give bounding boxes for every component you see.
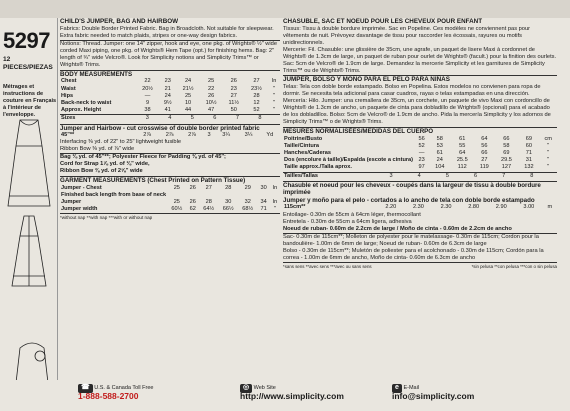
body-measurement-cell: — [144,92,151,99]
website-block [240,384,344,401]
metric-yardage-cell: 2.80 [468,204,480,211]
metric-measurement-row [283,157,557,164]
body-measurement-cell: " [273,85,275,92]
metric-measurements-title: MESURES NORMALISÉES/MEDIDAS DEL CUERPO [283,127,557,135]
metric-measurement-cell: 104 [435,164,445,171]
taille-spacer [546,172,557,180]
entretela-text: Entretela - 0.30m de 55cm a 64cm ligera, adhesiva [283,218,412,225]
body-measurement-label: Back-neck to waist [61,99,112,106]
garment-measurement-cell: " [273,206,276,213]
garment-measurement-cell: 25 [173,199,180,206]
metric-measurement-cell: 119 [479,164,489,171]
email-icon: e [392,384,402,393]
metric-measurement-cell: 64 [459,150,466,157]
metric-measurement-cell: 60 [525,142,532,149]
body-measurements-table [60,78,280,114]
garment-measurement-cell: 27 [205,184,212,191]
yardage-label: 45"** [61,131,75,138]
website-link[interactable]: http://www.simplicity.com [240,390,344,401]
body-measurement-cell: 21½ [182,85,194,92]
body-measurement-cell: 10½ [205,99,217,106]
spanish-fabric-text: Telas: Tela con doble borde estampado. Bolso en Popelina. Estos modelos no convienen para ropa de dormir. Se necesita tela adicional para casar cuadros, rayas o telas estampadas en una dirección. [283,83,541,97]
body-measurement-cell: 25 [184,92,192,99]
garment-measurement-cell [270,192,280,199]
metric-yardage-cell: 2.90 [495,204,507,211]
body-measurement-cell: 11½ [228,99,240,106]
garment-measurement-cell: 68½ [242,206,254,213]
metric-measurement-cell: 71 [525,150,532,157]
body-measurement-cell: 21 [164,85,171,92]
garment-measurement-cell [187,192,199,199]
body-measurement-cell: 26 [230,78,237,85]
body-measurement-cell: 20½ [142,85,153,92]
ribbon-bow2-text: Ribbon Bow ⅜ yd. of 2⅝" wide [60,168,143,175]
email-link[interactable]: info@simplicity.com [392,390,475,401]
sizes-row [60,115,280,123]
body-measurement-cell: 27 [230,92,237,99]
garment-measurement-cell [238,192,257,199]
metric-measurement-label: Taille/Cintura [284,142,320,149]
metric-measurement-cell: 29.5 [500,157,512,164]
size-cell: 8 [258,115,262,122]
metric-measurement-row [283,136,557,143]
sizes-label: Sizes [61,115,76,122]
garment-measurement-cell [257,192,269,199]
body-measurement-cell: 9 [145,99,150,106]
metric-yardage-cell: 2.30 [412,204,424,211]
body-measurement-cell: 24 [184,78,192,85]
size-spacer [271,115,280,123]
jumper-sketch [2,116,56,292]
spanish-notions-text: Mercería: Hilo. Jumper: una cremallera de 35cm, un corchete, un paquete de vivo Maxi con cordoncillo de Wrights® de 1.3cm de ancho, un paquete de cinta para dobladillo de Wrights® (opcional) para el acabado de los dobladillos. Bolso: 5cm de Velcro® de 1.9cm de ancho. Pida la mercería Simplicity y los adornos de Simplicity Trims™ o de Wrights® Trims. [283,98,551,126]
body-measurement-cell: 23 [230,85,237,92]
english-title: CHILD'S JUMPER, BAG AND HAIRBOW [60,18,179,25]
metric-measurement-cell: 64 [481,135,488,142]
body-measurement-cell: 23 [164,78,171,85]
garment-measurement-label: Jumper width [61,206,98,213]
metric-measurement-row [283,164,557,171]
notions-text: Notions: Thread. Jumper: one 14" zipper, hook and eye, one pkg. of Wrights® ½" wide corded Maxi piping, one pkg. of Wrights® Hem Tape (opt.) for finishing hems. Bag: 2" length of ¾" wide Velcro®. Look for Simplicity notions and Simplicity Trims™ or Wrights® Trims. [60,40,280,69]
garment-measurement-label: Jumper - Chest [61,184,102,191]
size-cell: 6 [213,115,217,122]
garment-measurement-cell: In [272,199,278,206]
pieces-count: 12 PIECES/PIEZAS [3,56,53,71]
french-fabric-text: Tissus: Tissu à double bordure imprimée. Sac en Popeline. Ces modèles ne conviennent pas pour vêtements de nuit. Prévoyez davantage de tissu pour raccorder les écossais, rayures ou motifs unidirectionnels. [283,25,531,46]
metric-yardage-row [283,204,557,211]
metric-footnotes [283,262,557,270]
body-measurement-row [60,93,280,100]
garment-measurement-cell: 30 [260,184,267,191]
metric-measurement-cell: 56 [418,135,425,142]
metric-measurement-cell: 52 [418,142,425,149]
body-measurement-cell: 10 [184,99,192,106]
garment-measurement-row [60,206,280,213]
garment-measurement-cell: 26 [189,199,196,206]
metric-yardage-label: 115cm** [284,204,306,211]
body-measurement-label: Waist [61,85,76,92]
taille-cell: 3 [389,172,393,179]
metric-measurement-cell: 31 [525,157,532,164]
yardage-cell: 3¼ [244,131,253,138]
yardage-unit: Yd [266,131,274,138]
metric-yardage-table [283,204,557,211]
body-measurement-cell: 9½ [163,99,172,106]
french-cut-title: Chasuble et noeud pour les cheveux - coupés dans la largeur de tissu à double bordure imprimée [283,181,557,196]
metric-measurement-cell: 56 [481,142,488,149]
garment-measurement-cell [167,192,186,199]
body-measurement-cell: 24 [164,92,171,99]
yardage-cell: 3¼ [222,131,230,138]
tailles-row [283,172,557,180]
metric-measurement-cell: 127 [501,164,512,171]
website-label: Web Site [253,385,276,391]
body-measurement-cell: 12 [253,99,260,106]
garment-measurement-cell: 64½ [203,206,215,213]
garment-measurement-cell: 62 [189,206,196,213]
metric-measurement-cell: 97 [418,164,425,171]
metric-yardage-cell: 2.20 [385,204,397,211]
left-side-panel [0,18,58,411]
garment-measurement-cell: 28 [205,199,212,206]
metric-measurement-cell: 61 [459,135,466,142]
ribbon-bow-text: Ribbon Bow ⅜ yd. of ⅞" wide [60,146,135,153]
spanish-cut-title: Jumper y moño para el pelo - cortados a lo ancho de tela con doble borde estampado [283,197,535,205]
body-measurement-cell: 41 [164,107,171,114]
english-column [60,18,280,374]
body-measurement-cell: 47 [207,107,215,114]
metric-measurement-label: Dos (encolure à taille)/Espalda (escote a cintura) [284,157,414,164]
taille-cell: 4 [417,172,421,179]
french-spanish-column [283,18,557,374]
bag-text: Bag ⅜ yd. of 45"**; Polyester Fleece for Padding ⅜ yd. of 45"; [60,153,280,161]
metric-measurement-cell: 66 [481,150,488,157]
spanish-title: JUMPER, BOLSO Y MOÑO PARA EL PELO PARA NIÑAS [283,75,557,84]
globe-icon: ◎ [240,384,252,393]
french-footnote: *sans sens **avec sens ***avec ou sans sens [283,264,372,270]
spanish-footnote: *sin pelusa **con pelusa ***con o sin pelusa [471,264,557,270]
body-measurement-row [60,78,280,85]
metric-measurement-cell: " [547,157,550,164]
garment-measurement-cell: 34 [260,199,267,206]
metric-measurement-cell: — [418,150,425,157]
metric-yardage-cell: 2.30 [440,204,452,211]
sizes-table [60,114,280,122]
garment-measurement-cell [199,192,218,199]
taille-cell: 7 [502,172,506,179]
phone-block [78,384,153,401]
garment-measurement-cell: 66½ [222,206,234,213]
body-measurement-label: Approx. Height [61,107,102,114]
jumper-cut-title: Jumper and Hairbow - cut crosswise of double border printed fabric [60,124,280,132]
body-measurement-cell: 23½ [251,85,262,92]
tailles-label: Tailles/Tallas [284,172,318,179]
body-measurement-cell: 38 [144,107,151,114]
noeud-text: Noeud de ruban- 0.60m de 2.2cm de large / Moño de cinta - 0.60m de 2.2cm de ancho [283,225,512,232]
body-measurement-cell: 26 [207,92,215,99]
body-measurement-cell: 52 [253,107,260,114]
size-cell: 4 [168,115,172,122]
garment-measurement-label: Finished back length from base of neck [61,191,167,198]
metric-measurement-cell: " [547,150,550,157]
fabrics-text: Fabrics: Double Border Printed Fabric. Bag in Broadcloth. Not suitable for sleepwear. Extra fabric needed to match plaids, stripes or one-way design fabrics. [60,25,274,39]
taille-cell: 5 [445,172,449,179]
email-block [392,384,474,401]
garment-measurement-cell: 26 [189,184,196,191]
metric-measurement-cell: 24 [436,157,443,164]
garment-measurement-cell: 71 [260,206,267,213]
metric-yardage-cell: 3.00 [523,204,535,211]
metric-note: Métrages et instructions de couture en Français à l'intérieur de l'enveloppe. [3,84,57,118]
garment-measurements-title: GARMENT MEASUREMENTS (Chest Printed on Pattern Tissue) [60,176,280,184]
metric-measurement-cell: " [547,142,550,149]
body-measurement-row [60,107,280,114]
metric-measurement-cell: 27 [481,157,488,164]
garment-measurement-cell: 60½ [171,206,183,213]
metric-measurement-cell: 61 [436,150,443,157]
body-measurement-cell: 44 [184,107,192,114]
french-notions-text: Mercerie: Fil. Chasuble: une glissière de 35cm, une agrafe, un paquet de lisere Maxi à cordonnet de Wrights® de 1.3cm de large, un paquet de ruban pour ourlet de Wrights® (facult.) pour la finition des ourlets. Sac: 5cm de Velcro® de 1.9cm de large. Demandez la mercerie Simplicity et les garnitures de Simplicity Trims™ ou de Wrights® Trims. [283,46,557,75]
metric-measurement-label: Poitrine/Busto [284,135,323,142]
body-measurement-cell: 28 [253,92,260,99]
metric-measurement-label: Hanches/Caderas [284,150,331,157]
metric-measurement-cell: 69 [525,135,532,142]
metric-measurement-cell: 112 [457,164,467,171]
entoilage-text: Entoilage- 0.30m de 55cm à 64cm léger, thermocollant [283,211,421,218]
taille-cell: 8 [530,172,534,179]
bolso-text: Bolso - 0.30m de 115cm**; Muletón de poliester para el acolchonado - 0.30m de 115cm; Cordón para la correa - 1.00m de 6mm de ancho, Moño de cinta- 0.60m de 6.3cm de ancho [283,248,544,262]
yardage-cell: 3 [207,131,211,138]
metric-measurement-row [283,143,557,150]
interfacing-text: Interfacing ⅜ yd. of 22" to 25" lightweight fusible [60,138,182,145]
body-measurement-label: Chest [61,78,77,85]
metric-measurement-cell: 25.5 [456,157,468,164]
english-footnote: *without nap **with nap ***with or without nap [60,213,280,221]
body-measurement-row [60,100,280,107]
top-strip [0,0,570,18]
garment-measurement-row [60,185,280,192]
metric-measurement-cell: 53 [436,142,443,149]
sac-text: Sac- 0.30m de 115cm**; Molleton de polyester pour le matelassage- 0.30m de 115cm; Cordon pour la bandoulière- 1.00m de 6mm de large; Noeud de ruban- 0.60m de 6.3cm de large [283,233,557,248]
taille-cell: 6 [473,172,478,179]
body-measurement-cell: 50 [230,107,237,114]
garment-measurement-label: Jumper [61,199,82,206]
phone-label: U.S. & Canada Toll Free [94,385,154,391]
metric-measurement-cell: " [547,164,550,171]
size-cell: 3 [145,115,149,122]
yardage-cell: 2⅞ [165,131,174,138]
garment-measurement-cell: In [272,184,278,191]
garment-measurement-row [60,192,280,199]
french-title: CHASUBLE, SAC ET NOEUD POUR LES CHEVEUX POUR ENFANT [283,18,483,25]
metric-measurement-cell: 58 [436,135,443,142]
tailles-table [283,172,557,180]
metric-measurements-table [283,136,557,172]
body-measurements-title: BODY MEASUREMENTS [60,70,280,78]
garment-measurements-table [60,185,280,214]
body-measurement-cell: 25 [207,78,215,85]
metric-measurement-cell: 69 [503,150,510,157]
body-measurement-row [60,86,280,93]
body-measurement-cell: " [273,107,275,114]
cord-strap-text: Cord for Strap 1⅞ yd. of ⅜" wide, [60,161,150,168]
yardage-cell: 2⅞ [188,131,196,138]
pattern-number: 5297 [3,28,50,53]
phone-number[interactable]: 1-888-588-2700 [78,390,139,401]
size-cell: 7 [235,115,239,122]
metric-measurement-cell: 55 [459,142,466,149]
metric-measurement-cell: 132 [524,164,534,171]
body-measurement-cell: 22 [207,85,215,92]
jumper-yardage-row [60,132,280,139]
body-measurement-cell: " [273,92,275,99]
body-measurement-cell: 22 [144,78,151,85]
metric-measurement-cell: 66 [503,135,510,142]
phone-icon: ☎ [78,384,93,393]
jumper-yardage-table [60,132,280,139]
garment-measurement-cell: 28 [225,184,232,191]
garment-measurement-cell: 29 [244,184,251,191]
garment-measurement-cell: 32 [244,199,251,206]
size-cell: 5 [190,115,194,122]
contact-footer [0,380,570,411]
garment-measurement-cell [218,192,237,199]
email-label: E-Mail [403,385,420,391]
body-measurement-cell: " [273,99,275,106]
metric-measurement-label: Taille approx./Talla aprox. [284,164,352,171]
body-measurement-label: Hips [61,92,74,99]
metric-measurement-cell: 58 [503,142,510,149]
garment-measurement-cell: 30 [225,199,232,206]
metric-yardage-unit: m [547,204,553,211]
metric-measurement-cell: 23 [418,157,425,164]
yardage-cell: 2⅞ [143,131,152,138]
metric-measurement-cell: cm [544,135,552,142]
metric-measurement-row [283,150,557,157]
body-measurement-cell: 27 [253,78,260,85]
garment-measurement-cell: 25 [173,184,180,191]
body-measurement-cell: In [271,78,277,85]
